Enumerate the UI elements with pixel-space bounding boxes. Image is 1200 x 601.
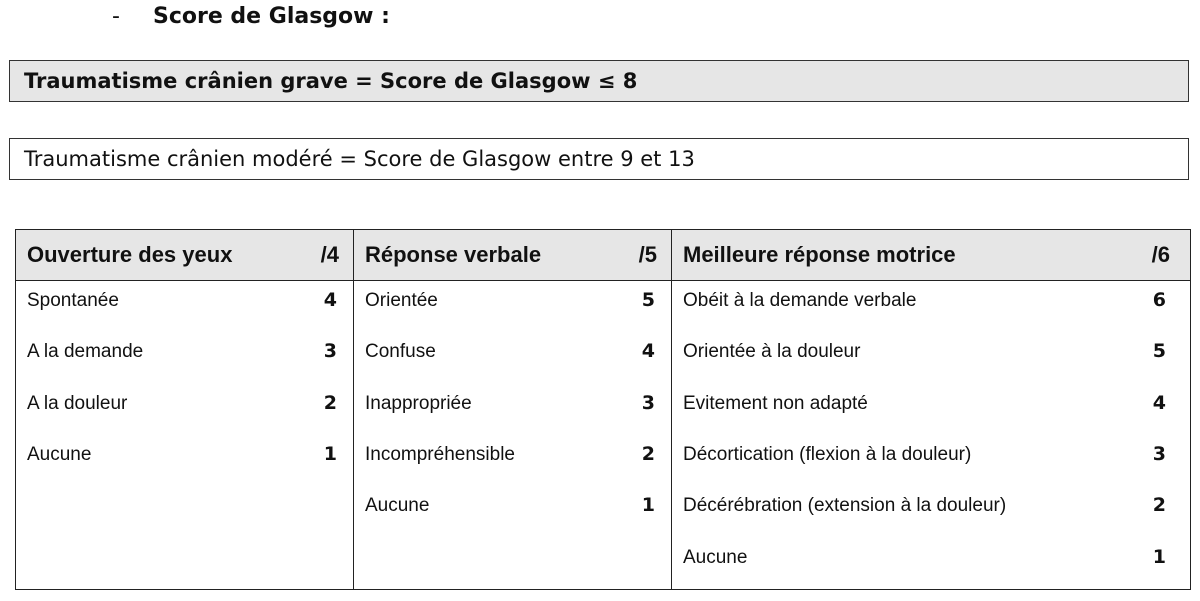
table-row <box>16 281 1191 333</box>
item-label: Orientée <box>365 290 438 311</box>
column-header-verbal <box>354 230 672 281</box>
page-title: Score de Glasgow : <box>153 4 390 29</box>
item-label: Obéit à la demande verbale <box>683 290 917 311</box>
item-label: Aucune <box>683 546 748 568</box>
table-cell <box>16 332 354 383</box>
column-max: /5 <box>638 242 657 267</box>
item-score: 4 <box>323 289 337 311</box>
table-cell <box>354 435 672 486</box>
table-cell <box>16 281 354 333</box>
item-score: 1 <box>1152 545 1166 568</box>
item-label: A la douleur <box>27 392 128 414</box>
item-label: Evitement non adapté <box>683 392 868 414</box>
column-max: /6 <box>1151 242 1170 267</box>
column-header-eyes <box>16 230 354 281</box>
item-score: 2 <box>323 391 337 414</box>
severe-trauma-box <box>9 60 1189 102</box>
glasgow-table <box>15 229 1191 590</box>
item-label: Décérébration (extension à la douleur) <box>683 495 1007 517</box>
column-title: Réponse verbale <box>365 242 542 267</box>
table-cell <box>354 486 672 537</box>
item-label: Incompréhensible <box>365 443 515 465</box>
table-cell <box>354 538 672 590</box>
item-label: A la demande <box>27 341 144 363</box>
table-cell <box>672 435 1191 486</box>
item-label: Aucune <box>27 443 92 465</box>
item-label: Décortication (flexion à la douleur) <box>683 443 972 465</box>
table-cell <box>16 435 354 486</box>
item-score: 5 <box>641 289 655 311</box>
table-cell <box>354 384 672 435</box>
moderate-trauma-box <box>9 138 1189 180</box>
column-title: Ouverture des yeux <box>27 242 233 267</box>
table-cell <box>354 281 672 333</box>
table-row <box>16 435 1191 486</box>
column-max: /4 <box>320 242 339 267</box>
item-score: 2 <box>641 442 655 465</box>
item-label: Spontanée <box>27 290 119 311</box>
item-score: 3 <box>1152 442 1166 465</box>
item-score: 1 <box>323 442 337 465</box>
table-cell <box>672 538 1191 590</box>
table-cell <box>672 281 1191 333</box>
item-score: 1 <box>641 494 655 517</box>
item-label: Aucune <box>365 495 430 517</box>
table-cell <box>16 384 354 435</box>
moderate-trauma-text: Traumatisme crânien modéré = Score de Glasgow entre 9 et 13 <box>24 147 695 171</box>
table-row <box>16 384 1191 435</box>
item-score: 4 <box>1152 391 1166 414</box>
table-row <box>16 538 1191 590</box>
table-cell <box>354 332 672 383</box>
item-score: 6 <box>1152 289 1166 311</box>
table-row <box>16 486 1191 537</box>
item-label: Confuse <box>365 341 436 363</box>
severe-trauma-text: Traumatisme crânien grave = Score de Glasgow ≤ 8 <box>24 69 638 93</box>
table-cell <box>16 486 354 537</box>
table-cell <box>16 538 354 590</box>
item-label: Orientée à la douleur <box>683 341 861 363</box>
table-cell <box>672 486 1191 537</box>
item-score: 3 <box>641 391 655 414</box>
table-row <box>16 332 1191 383</box>
item-score: 4 <box>641 340 655 363</box>
table-cell <box>672 332 1191 383</box>
column-header-motor <box>672 230 1191 281</box>
table-cell <box>672 384 1191 435</box>
item-score: 2 <box>1152 494 1166 517</box>
table-header-row <box>16 230 1191 281</box>
item-label: Inappropriée <box>365 392 472 414</box>
item-score: 3 <box>323 340 337 363</box>
column-title: Meilleure réponse motrice <box>683 242 956 267</box>
item-score: 5 <box>1152 340 1166 363</box>
list-bullet: - <box>112 4 120 29</box>
